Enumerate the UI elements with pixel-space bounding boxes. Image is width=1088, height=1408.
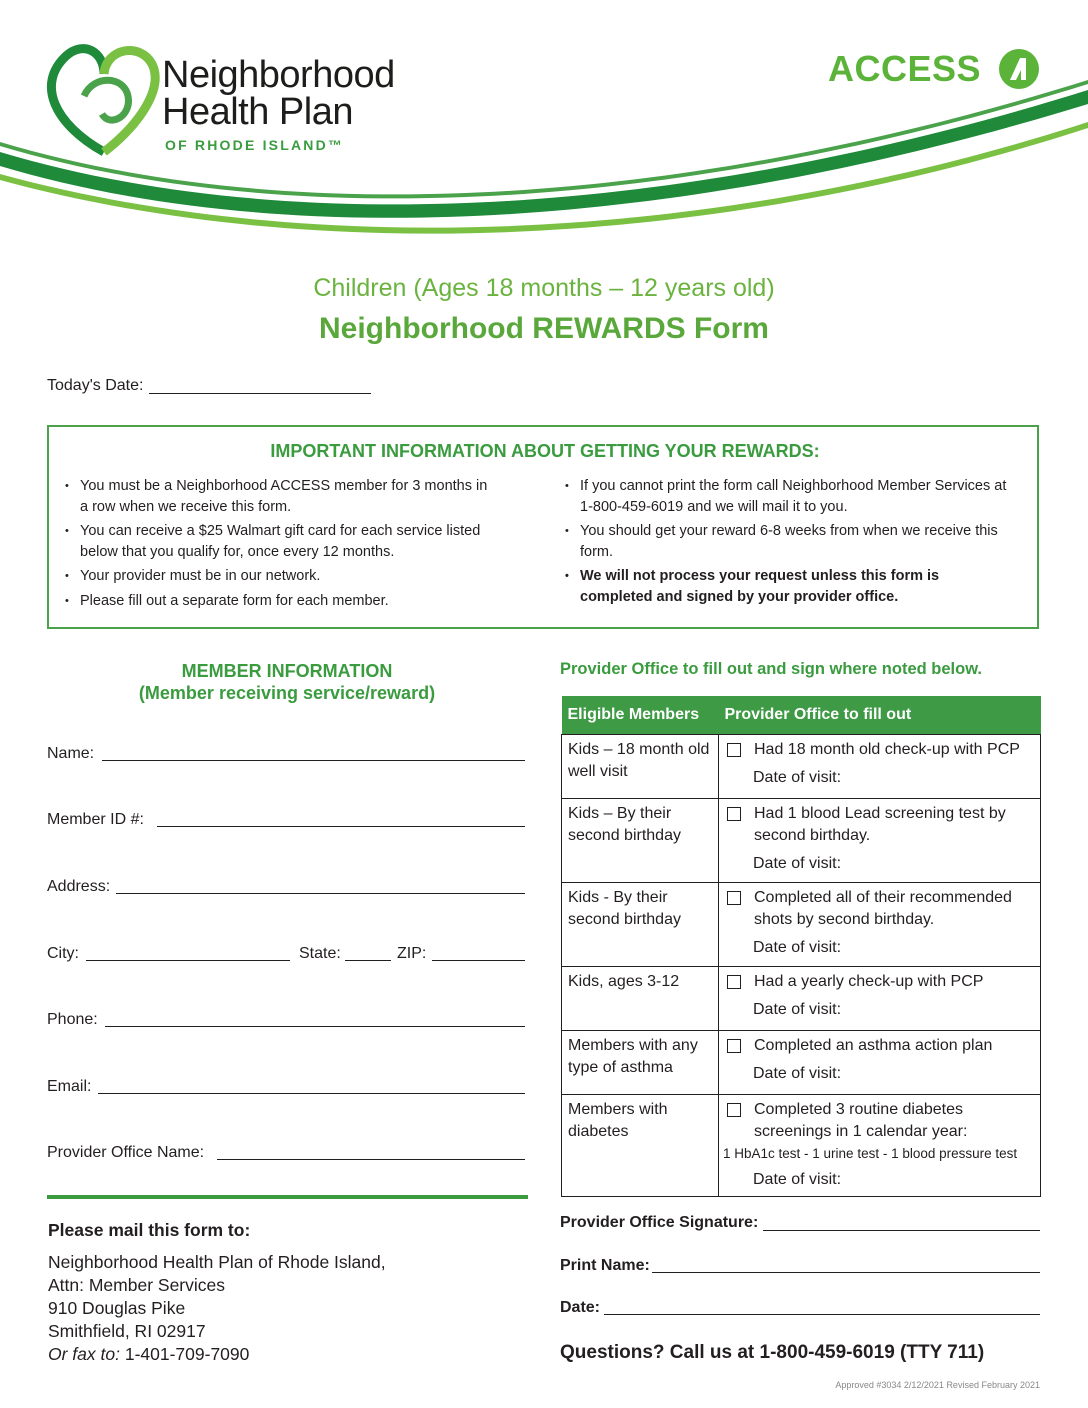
date-of-visit-label: Date of visit:: [753, 1171, 842, 1188]
mail-address-line: Neighborhood Health Plan of Rhode Island,: [48, 1252, 386, 1272]
service-checkbox[interactable]: [727, 743, 741, 757]
table-row: [562, 1095, 1041, 1197]
fax-number: 1-401-709-7090: [119, 1344, 250, 1364]
phone-field[interactable]: [105, 1026, 525, 1027]
info-left-bullets: [59, 476, 499, 615]
city-label: City:: [47, 945, 79, 962]
rewards-table: [561, 696, 1041, 1197]
important-info-heading: IMPORTANT INFORMATION ABOUT GETTING YOUR REWARDS:: [270, 441, 820, 461]
city-field[interactable]: [86, 960, 290, 961]
eligible-member-cell: Members with any type of asthma: [562, 1031, 719, 1095]
col-eligible-members: Eligible Members: [562, 696, 719, 735]
service-text: Had 1 blood Lead screening test by second birthday.: [754, 805, 1006, 844]
table-row: [562, 967, 1041, 1031]
service-cell: [719, 967, 1041, 1031]
phone-label: Phone:: [47, 1011, 98, 1028]
name-label: Name:: [47, 745, 95, 762]
zip-field[interactable]: [432, 960, 525, 961]
info-bullet: • Please fill out a separate form for each member.: [59, 591, 499, 612]
table-row: [562, 1031, 1041, 1095]
info-bullet: • Your provider must be in our network.: [59, 566, 499, 587]
table-row: [562, 735, 1041, 799]
table-header-row: [562, 696, 1041, 735]
name-field[interactable]: [102, 760, 525, 761]
member-id-label: Member ID #:: [47, 811, 144, 828]
service-text: Had a yearly check-up with PCP: [754, 973, 984, 990]
service-checkbox[interactable]: [727, 1103, 741, 1117]
mail-heading: Please mail this form to:: [48, 1220, 251, 1240]
fax-line: [48, 1343, 386, 1366]
date-of-visit-label: Date of visit:: [753, 769, 842, 786]
eligible-member-cell: Kids - By their second birthday: [562, 883, 719, 967]
service-text: Completed all of their recommended shots by second birthday.: [754, 889, 1012, 928]
mail-address-line: 910 Douglas Pike: [48, 1298, 186, 1318]
info-bullet: • We will not process your request unless this form is completed and signed by your provider office.: [559, 566, 1009, 607]
provider-signature-field[interactable]: [763, 1230, 1040, 1231]
fax-label: Or fax to:: [48, 1344, 120, 1364]
form-title: Neighborhood REWARDS Form: [319, 312, 769, 345]
mail-address-line: Smithfield, RI 02917: [48, 1321, 206, 1341]
col-provider-office: Provider Office to fill out: [719, 696, 1041, 735]
provider-signature-label: Provider Office Signature:: [560, 1214, 759, 1231]
diabetes-tests-note: 1 HbA1c test - 1 urine test - 1 blood pressure test: [723, 1146, 1018, 1161]
info-bullet: • You must be a Neighborhood ACCESS member for 3 months in a row when we receive this form.: [59, 476, 499, 517]
print-name-field[interactable]: [652, 1272, 1040, 1273]
header-swoosh: [0, 80, 1088, 250]
zip-label: ZIP:: [397, 945, 427, 962]
service-cell: [719, 735, 1041, 799]
provider-instruction: Provider Office to fill out and sign where noted below.: [560, 660, 983, 678]
logo-wordmark-line1: Neighborhood: [162, 54, 395, 96]
member-id-field[interactable]: [157, 826, 525, 827]
service-text: Had 18 month old check-up with PCP: [754, 741, 1020, 758]
address-field[interactable]: [116, 893, 525, 894]
email-label: Email:: [47, 1078, 92, 1095]
info-bullet: • You should get your reward 6-8 weeks from when we receive this form.: [559, 521, 1009, 562]
date-field[interactable]: [604, 1314, 1040, 1315]
eligible-member-cell: Kids – By their second birthday: [562, 799, 719, 883]
provider-office-name-field[interactable]: [217, 1159, 525, 1160]
table-row: [562, 799, 1041, 883]
mail-address-line: Attn: Member Services: [48, 1275, 225, 1295]
important-info-box: [47, 425, 1039, 629]
info-right-bullets: [559, 476, 1009, 611]
state-field[interactable]: [345, 960, 391, 961]
form-subtitle: Children (Ages 18 months – 12 years old): [313, 274, 775, 302]
date-of-visit-label: Date of visit:: [753, 1001, 842, 1018]
mail-address: [48, 1251, 386, 1366]
provider-office-name-label: Provider Office Name:: [47, 1144, 205, 1161]
date-of-visit-label: Date of visit:: [753, 855, 842, 872]
member-info-heading: MEMBER INFORMATION: [181, 661, 393, 681]
email-field[interactable]: [98, 1093, 525, 1094]
date-of-visit-label: Date of visit:: [753, 1065, 842, 1082]
service-text: Completed 3 routine diabetes screenings in 1 calendar year:: [754, 1101, 968, 1140]
address-label: Address:: [47, 878, 111, 895]
service-cell: [719, 1031, 1041, 1095]
todays-date-label: Today's Date:: [47, 377, 144, 394]
service-text: Completed an asthma action plan: [754, 1037, 993, 1054]
service-cell: [719, 799, 1041, 883]
info-bullet: • If you cannot print the form call Neighborhood Member Services at 1-800-459-6019 and we will mail it to you.: [559, 476, 1009, 517]
section-divider: [47, 1195, 528, 1199]
service-checkbox[interactable]: [727, 975, 741, 989]
print-name-label: Print Name:: [560, 1257, 650, 1274]
date-of-visit-label: Date of visit:: [753, 939, 842, 956]
service-cell: [719, 1095, 1041, 1197]
access-label: ACCESS: [828, 48, 982, 89]
service-checkbox[interactable]: [727, 807, 741, 821]
eligible-member-cell: Kids – 18 month old well visit: [562, 735, 719, 799]
service-checkbox[interactable]: [727, 891, 741, 905]
todays-date-field[interactable]: [149, 393, 371, 394]
logo-wordmark-line2: Health Plan: [162, 91, 353, 133]
state-label: State:: [299, 945, 341, 962]
info-bullet: • You can receive a $25 Walmart gift card for each service listed below that you qualify for, once every 12 months.: [59, 521, 499, 562]
member-info-subheading: (Member receiving service/reward): [138, 683, 436, 703]
approval-footer: Approved #3034 2/12/2021 Revised February 2021: [835, 1380, 1040, 1390]
date-label: Date:: [560, 1299, 601, 1316]
logo-wordmark-subtitle: OF RHODE ISLAND™: [165, 137, 345, 153]
eligible-member-cell: Kids, ages 3-12: [562, 967, 719, 1031]
questions-phone: Questions? Call us at 1-800-459-6019 (TTY 711): [560, 1342, 985, 1363]
service-cell: [719, 883, 1041, 967]
eligible-member-cell: Members with diabetes: [562, 1095, 719, 1197]
service-checkbox[interactable]: [727, 1039, 741, 1053]
table-row: [562, 883, 1041, 967]
